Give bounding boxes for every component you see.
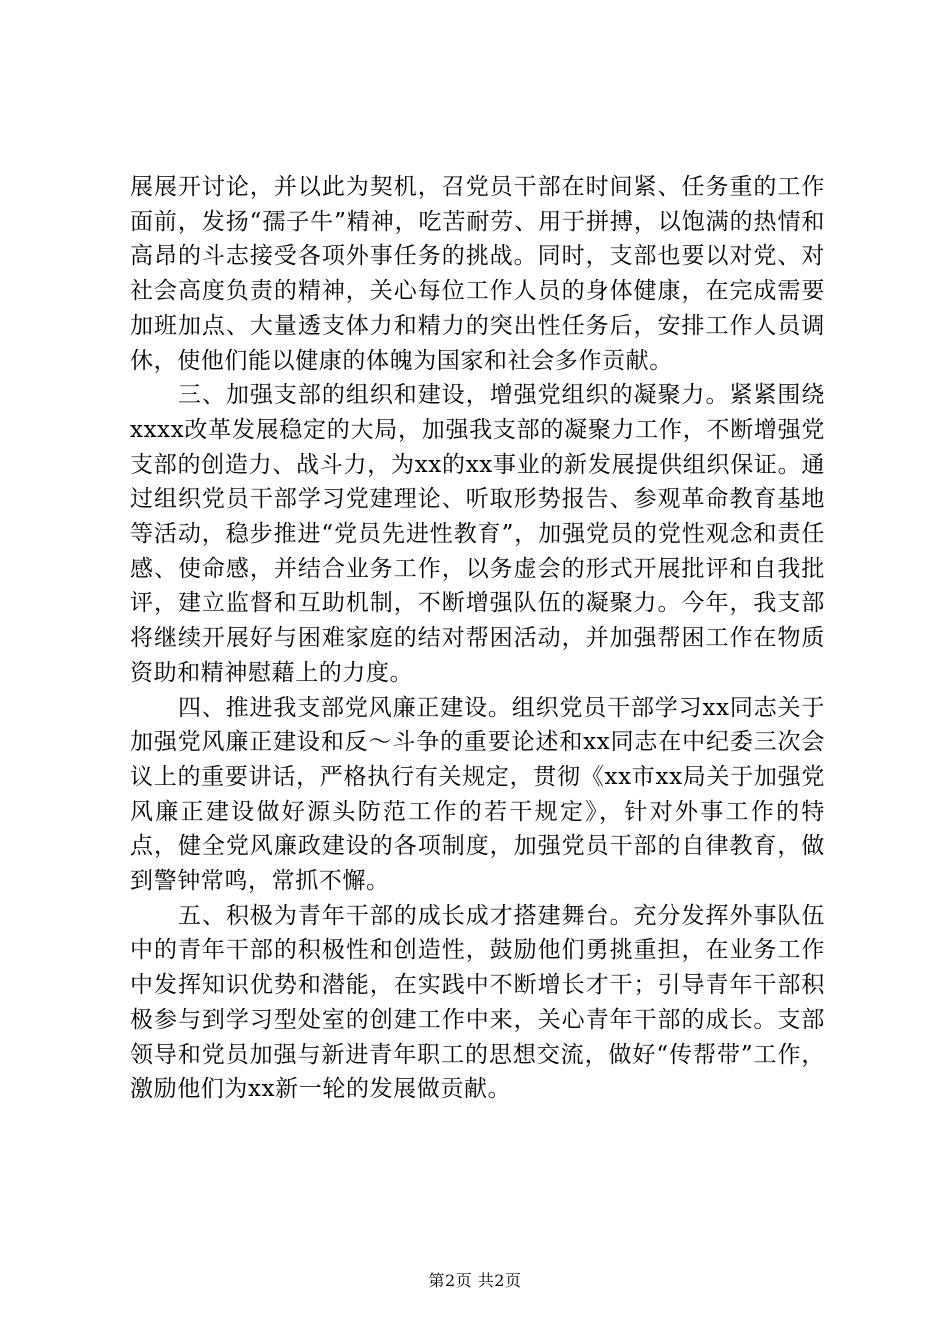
document-body <box>130 170 825 1107</box>
page-footer: 第2页 共2页 <box>428 1271 522 1290</box>
paragraph-section-five: 五、积极为青年干部的成长成才搭建舞台。充分发挥外事队伍中的青年干部的积极性和创造性，鼓励他们勇挑重担，在业务工作中发挥知识优势和潜能，在实践中不断增长才干；引导青年干部积极参与到学习型处室的创建工作中来，关心青年干部的成长。支部领导和党员加强与新进青年职工的思想交流，做好“传帮带”工作，激励他们为xx新一轮的发展做贡献。 <box>130 902 825 1103</box>
paragraph-section-four: 四、推进我支部党风廉正建设。组织党员干部学习xx同志关于加强党风廉正建设和反～斗争的重要论述和xx同志在中纪委三次会议上的重要讲话，严格执行有关规定，贯彻《xx市xx局关于加强党风廉正建设做好源头防范工作的若干规定》，针对外事工作的特点，健全党风廉政建设的各项制度，加强党员干部的自律教育，做到警钟常鸣，常抓不懈。 <box>130 694 825 895</box>
paragraph-section-three: 三、加强支部的组织和建设，增强党组织的凝聚力。紧紧围绕xxxx改革发展稳定的大局，加强我支部的凝聚力工作，不断增强党支部的创造力、战斗力，为xx的xx事业的新发展提供组织保证。通过组织党员干部学习党建理论、听取形势报告、参观革命教育基地等活动，稳步推进“党员先进性教育”，加强党员的党性观念和责任感、使命感，并结合业务工作，以务虚会的形式开展批评和自我批评，建立监督和互助机制，不断增强队伍的凝聚力。今年，我支部将继续开展好与困难家庭的结对帮困活动，并加强帮困工作在物质资助和精神慰藉上的力度。 <box>130 382 825 686</box>
paragraph-continuation: 展展开讨论，并以此为契机，召党员干部在时间紧、任务重的工作面前，发扬“孺子牛”精神，吃苦耐劳、用于拼搏，以饱满的热情和高昂的斗志接受各项外事任务的挑战。同时，支部也要以对党、对社会高度负责的精神，关心每位工作人员的身体健康，在完成需要加班加点、大量透支体力和精力的突出性任务后，安排工作人员调休，使他们能以健康的体魄为国家和社会多作贡献。 <box>130 174 825 374</box>
